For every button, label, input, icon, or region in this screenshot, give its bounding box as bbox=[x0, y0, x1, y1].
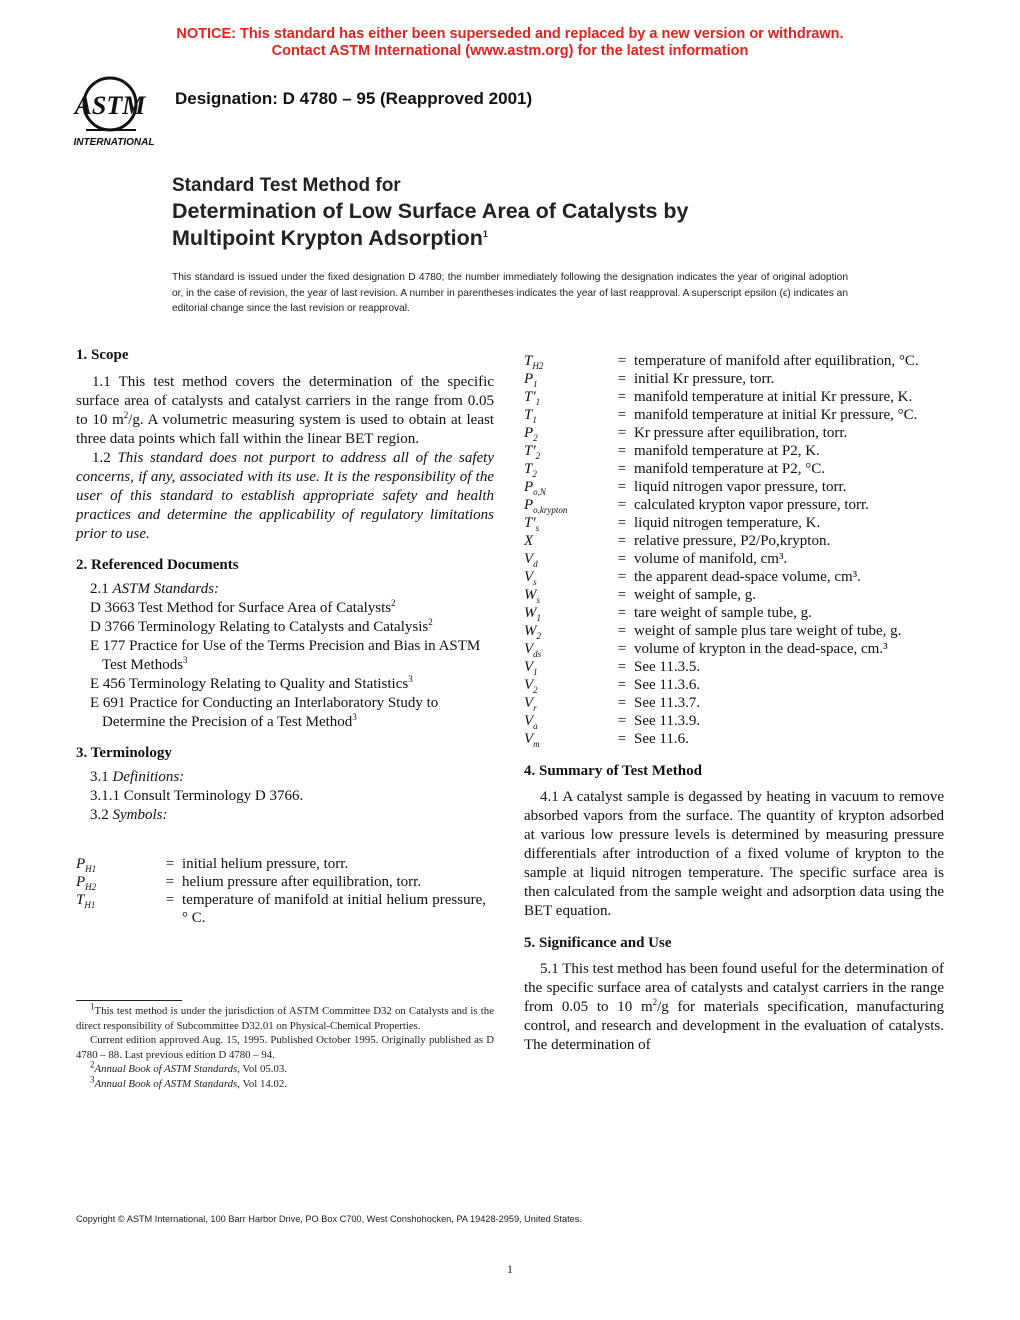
symbol-row bbox=[524, 622, 940, 640]
symbol-description: tare weight of sample tube, g. bbox=[634, 605, 812, 621]
symbol-name: $T'_1$ bbox=[524, 389, 541, 407]
equals-sign: = bbox=[617, 659, 627, 675]
page-number: 1 bbox=[507, 1262, 513, 1276]
terminology-heading: 3. Terminology bbox=[76, 745, 172, 761]
significance-heading: 5. Significance and Use bbox=[524, 935, 672, 951]
symbol-row bbox=[524, 496, 940, 514]
symbol-row bbox=[524, 460, 940, 478]
notice-line-2: Contact ASTM International (www.astm.org) for the latest information bbox=[271, 43, 749, 59]
equals-sign: = bbox=[617, 371, 627, 387]
scope-1-2: 1.2 This standard does not purport to address all of the safety concerns, if any, associated with its use. It is the responsibility of the user of this standard to establish appropriate safety and health practices and determine the applicability of regulatory limitations prior to use. bbox=[76, 450, 495, 542]
symbol-row bbox=[524, 424, 940, 442]
notice-banner bbox=[0, 26, 1020, 60]
symbol-name: $T_{H2}$ bbox=[524, 353, 544, 371]
symbol-name: $V_d$ bbox=[524, 551, 538, 569]
left-column bbox=[76, 346, 494, 927]
symbol-description: the apparent dead-space volume, cm³. bbox=[634, 569, 861, 585]
symbol-row bbox=[524, 694, 940, 712]
symbol-row bbox=[524, 586, 940, 604]
symbol-description: manifold temperature at initial Kr pressure, °C. bbox=[634, 407, 918, 423]
symbol-row bbox=[524, 550, 940, 568]
symbol-row bbox=[524, 442, 940, 460]
symbol-name: $P_{o,krypton}$ bbox=[524, 497, 568, 515]
scope-heading: 1. Scope bbox=[76, 347, 129, 363]
symbol-description: See 11.3.6. bbox=[634, 677, 701, 693]
symbol-name: X bbox=[524, 533, 534, 549]
symbols-table-left bbox=[76, 855, 486, 927]
symbol-name: $W_s$ bbox=[524, 587, 541, 605]
equals-sign: = bbox=[617, 533, 627, 549]
right-column bbox=[524, 352, 944, 1055]
equals-sign: = bbox=[617, 389, 627, 405]
footnotes bbox=[76, 1001, 494, 1091]
symbol-name: $V_r$ bbox=[524, 695, 537, 713]
equals-sign: = bbox=[617, 515, 627, 531]
symbol-row bbox=[524, 568, 940, 586]
refdocs-sub: 2.1 ASTM Standards: bbox=[90, 581, 220, 597]
refdocs-list bbox=[76, 599, 494, 732]
symbol-name: $P_{o,N}$ bbox=[524, 479, 546, 497]
symbol-name: $T'_s$ bbox=[524, 515, 540, 533]
summary-heading: 4. Summary of Test Method bbox=[524, 763, 702, 779]
equals-sign: = bbox=[617, 623, 627, 639]
terminology-3-1: 3.1 Definitions: bbox=[90, 769, 185, 785]
svg-text:ASTM: ASTM bbox=[74, 91, 146, 120]
symbol-name: $T_2$ bbox=[524, 461, 537, 479]
astm-logo bbox=[66, 74, 162, 152]
notice-line-1: NOTICE: This standard has either been superseded and replaced by a new version or withdrawn. bbox=[176, 26, 844, 42]
symbol-row bbox=[524, 604, 940, 622]
symbol-name: $V_a$ bbox=[524, 713, 538, 731]
significance-5-1: 5.1 This test method has been found useful for the determination of the specific surface area of catalysts and catalyst carriers in the range from 0.05 to 10 $m^2/g$ for materials specification, manufacturing control, and research and development in the evaluation of catalysts. The determination of bbox=[524, 961, 945, 1053]
equals-sign: = bbox=[617, 587, 627, 603]
equals-sign: = bbox=[617, 353, 627, 369]
equals-sign: = bbox=[617, 605, 627, 621]
symbol-description: Kr pressure after equilibration, torr. bbox=[634, 425, 848, 441]
symbol-name: $V_s$ bbox=[524, 569, 537, 587]
refdoc-item: E 177 Practice for Use of the Terms Precision and Bias in ASTM Test Methods$^3$ bbox=[90, 638, 481, 673]
symbol-description: relative pressure, P2/Po,krypton. bbox=[634, 533, 831, 549]
symbol-row bbox=[524, 658, 940, 676]
equals-sign: = bbox=[617, 407, 627, 423]
equals-sign: = bbox=[617, 479, 627, 495]
symbol-name: $T'_2$ bbox=[524, 443, 541, 461]
equals-sign: = bbox=[617, 425, 627, 441]
symbol-name: $V_{ds}$ bbox=[524, 641, 542, 659]
symbol-name: $P_1$ bbox=[524, 371, 538, 389]
equals-sign: = bbox=[617, 641, 627, 657]
summary-4-1: 4.1 A catalyst sample is degassed by heating in vacuum to remove absorbed vapors from the surface. The quantity of krypton adsorbed at various low pressure levels is determined by measuring pressure differentials after introduction of a fixed volume of krypton to the sample at liquid nitrogen temperature. The specific surface area is then calculated from the sample weight and adsorption data using the BET equation. bbox=[524, 789, 944, 919]
document-title bbox=[172, 174, 872, 252]
symbol-name: $T_1$ bbox=[524, 407, 537, 425]
equals-sign: = bbox=[617, 497, 627, 513]
symbol-name: $W_2$ bbox=[524, 623, 541, 641]
equals-sign: = bbox=[617, 713, 627, 729]
equals-sign: = bbox=[617, 695, 627, 711]
symbol-description: liquid nitrogen vapor pressure, torr. bbox=[634, 479, 847, 495]
refdoc-item: D 3766 Terminology Relating to Catalysts and Catalysis$^2$ bbox=[90, 617, 433, 635]
equals-sign: = bbox=[617, 569, 627, 585]
symbol-row bbox=[524, 730, 940, 748]
title-footnote-mark: 1 bbox=[482, 228, 488, 239]
symbols-table-right bbox=[524, 352, 940, 748]
title-line-3: Multipoint Krypton Adsorption$^1$ bbox=[172, 226, 488, 250]
equals-sign: = bbox=[617, 731, 627, 747]
symbol-row bbox=[524, 370, 940, 388]
refdoc-item: D 3663 Test Method for Surface Area of Catalysts$^2$ bbox=[90, 598, 396, 616]
scope-1-1: 1.1 This test method covers the determination of the specific surface area of catalysts and catalyst carriers in the range from 0.05 to 10 $m^2/g$. A volumetric measuring system is used to obtain at least three data points which fall within the linear BET region. bbox=[76, 374, 494, 447]
symbol-description: manifold temperature at P2, K. bbox=[634, 443, 820, 459]
symbol-row bbox=[524, 514, 940, 532]
symbol-row bbox=[524, 352, 940, 370]
symbol-row bbox=[524, 640, 940, 658]
designation: Designation: D 4780 – 95 (Reapproved 2001) bbox=[175, 89, 533, 108]
symbol-name: $P_2$ bbox=[524, 425, 538, 443]
terminology-3-1-1: 3.1.1 Consult Terminology D 3766. bbox=[90, 788, 304, 804]
symbol-name: $V_2$ bbox=[524, 677, 538, 695]
symbol-description: volume of manifold, cm³. bbox=[634, 551, 788, 567]
equals-sign: = bbox=[617, 443, 627, 459]
title-line-1: Standard Test Method for bbox=[172, 175, 401, 196]
copyright: Copyright © ASTM International, 100 Barr Harbor Drive, PO Box C700, West Conshohocken, PA 19428-2959, United States. bbox=[76, 1214, 582, 1224]
equals-sign: = bbox=[617, 677, 627, 693]
symbol-description: liquid nitrogen temperature, K. bbox=[634, 515, 821, 531]
symbol-description: weight of sample, g. bbox=[634, 587, 757, 603]
symbol-row bbox=[524, 478, 940, 496]
symbol-description: calculated krypton vapor pressure, torr. bbox=[634, 497, 869, 513]
symbol-description: temperature of manifold after equilibration, °C. bbox=[634, 353, 919, 369]
equals-sign: = bbox=[617, 551, 627, 567]
refdoc-item: E 691 Practice for Conducting an Interlaboratory Study to Determine the Precision of a Test Method$^3$ bbox=[90, 695, 439, 730]
footnote-2: $^2$Annual Book of ASTM Standards, Vol 05.03. bbox=[90, 1059, 287, 1075]
symbol-description: See 11.6. bbox=[634, 731, 689, 747]
symbol-row bbox=[524, 406, 940, 424]
symbol-row bbox=[524, 712, 940, 730]
symbol-description: manifold temperature at P2, °C. bbox=[634, 461, 825, 477]
terminology-3-2: 3.2 Symbols: bbox=[90, 807, 168, 823]
symbol-description: manifold temperature at initial Kr pressure, K. bbox=[634, 389, 913, 405]
symbol-row bbox=[524, 532, 940, 550]
symbol-name: $V_1$ bbox=[524, 659, 538, 677]
footnote-3: $^3$Annual Book of ASTM Standards, Vol 14.02. bbox=[90, 1073, 287, 1090]
symbol-description: See 11.3.7. bbox=[634, 695, 701, 711]
refdocs-heading: 2. Referenced Documents bbox=[76, 557, 239, 573]
symbol-row: $P_{H1}$ = initial helium pressure, torr. bbox=[76, 856, 349, 874]
symbol-description: weight of sample plus tare weight of tube, g. bbox=[634, 623, 902, 639]
refdoc-item: E 456 Terminology Relating to Quality and Statistics$^3$ bbox=[90, 674, 413, 692]
symbol-name: $W_1$ bbox=[524, 605, 541, 623]
symbol-description: initial Kr pressure, torr. bbox=[634, 371, 775, 387]
intro-paragraph: This standard is issued under the fixed designation D 4780; the number immediately following the designation indicates the year of original adoption or, in the case of revision, the year of last revision. A number in parentheses indicates the year of last reapproval. A superscript epsilon (ϵ) indicates an editorial change since the last revision or reapproval. bbox=[172, 272, 848, 314]
footnote-1b: Current edition approved Aug. 15, 1995. Published October 1995. Originally published as D 4780 – 88. Last previous edition D 4780 – 94. bbox=[76, 1034, 494, 1061]
symbol-row: $T_{H1}$ = temperature of manifold at initial helium pressure,° C. bbox=[76, 892, 486, 926]
footnote-1: $^1$This test method is under the jurisdiction of ASTM Committee D32 on Catalysts and is the direct responsibility of Subcommittee D32.01 on Physical-Chemical Properties. bbox=[76, 1001, 494, 1032]
title-line-2: Determination of Low Surface Area of Catalysts by bbox=[172, 199, 689, 223]
symbol-row bbox=[524, 388, 940, 406]
symbol-name: $V_m$ bbox=[524, 731, 540, 749]
symbol-description: volume of krypton in the dead-space, cm.³ bbox=[634, 641, 888, 657]
symbol-description: See 11.3.9. bbox=[634, 713, 701, 729]
equals-sign: = bbox=[617, 461, 627, 477]
svg-text:INTERNATIONAL: INTERNATIONAL bbox=[73, 137, 155, 148]
symbol-row: $P_{H2}$ = helium pressure after equilibration, torr. bbox=[76, 874, 422, 892]
symbol-description: See 11.3.5. bbox=[634, 659, 701, 675]
symbol-row bbox=[524, 676, 940, 694]
